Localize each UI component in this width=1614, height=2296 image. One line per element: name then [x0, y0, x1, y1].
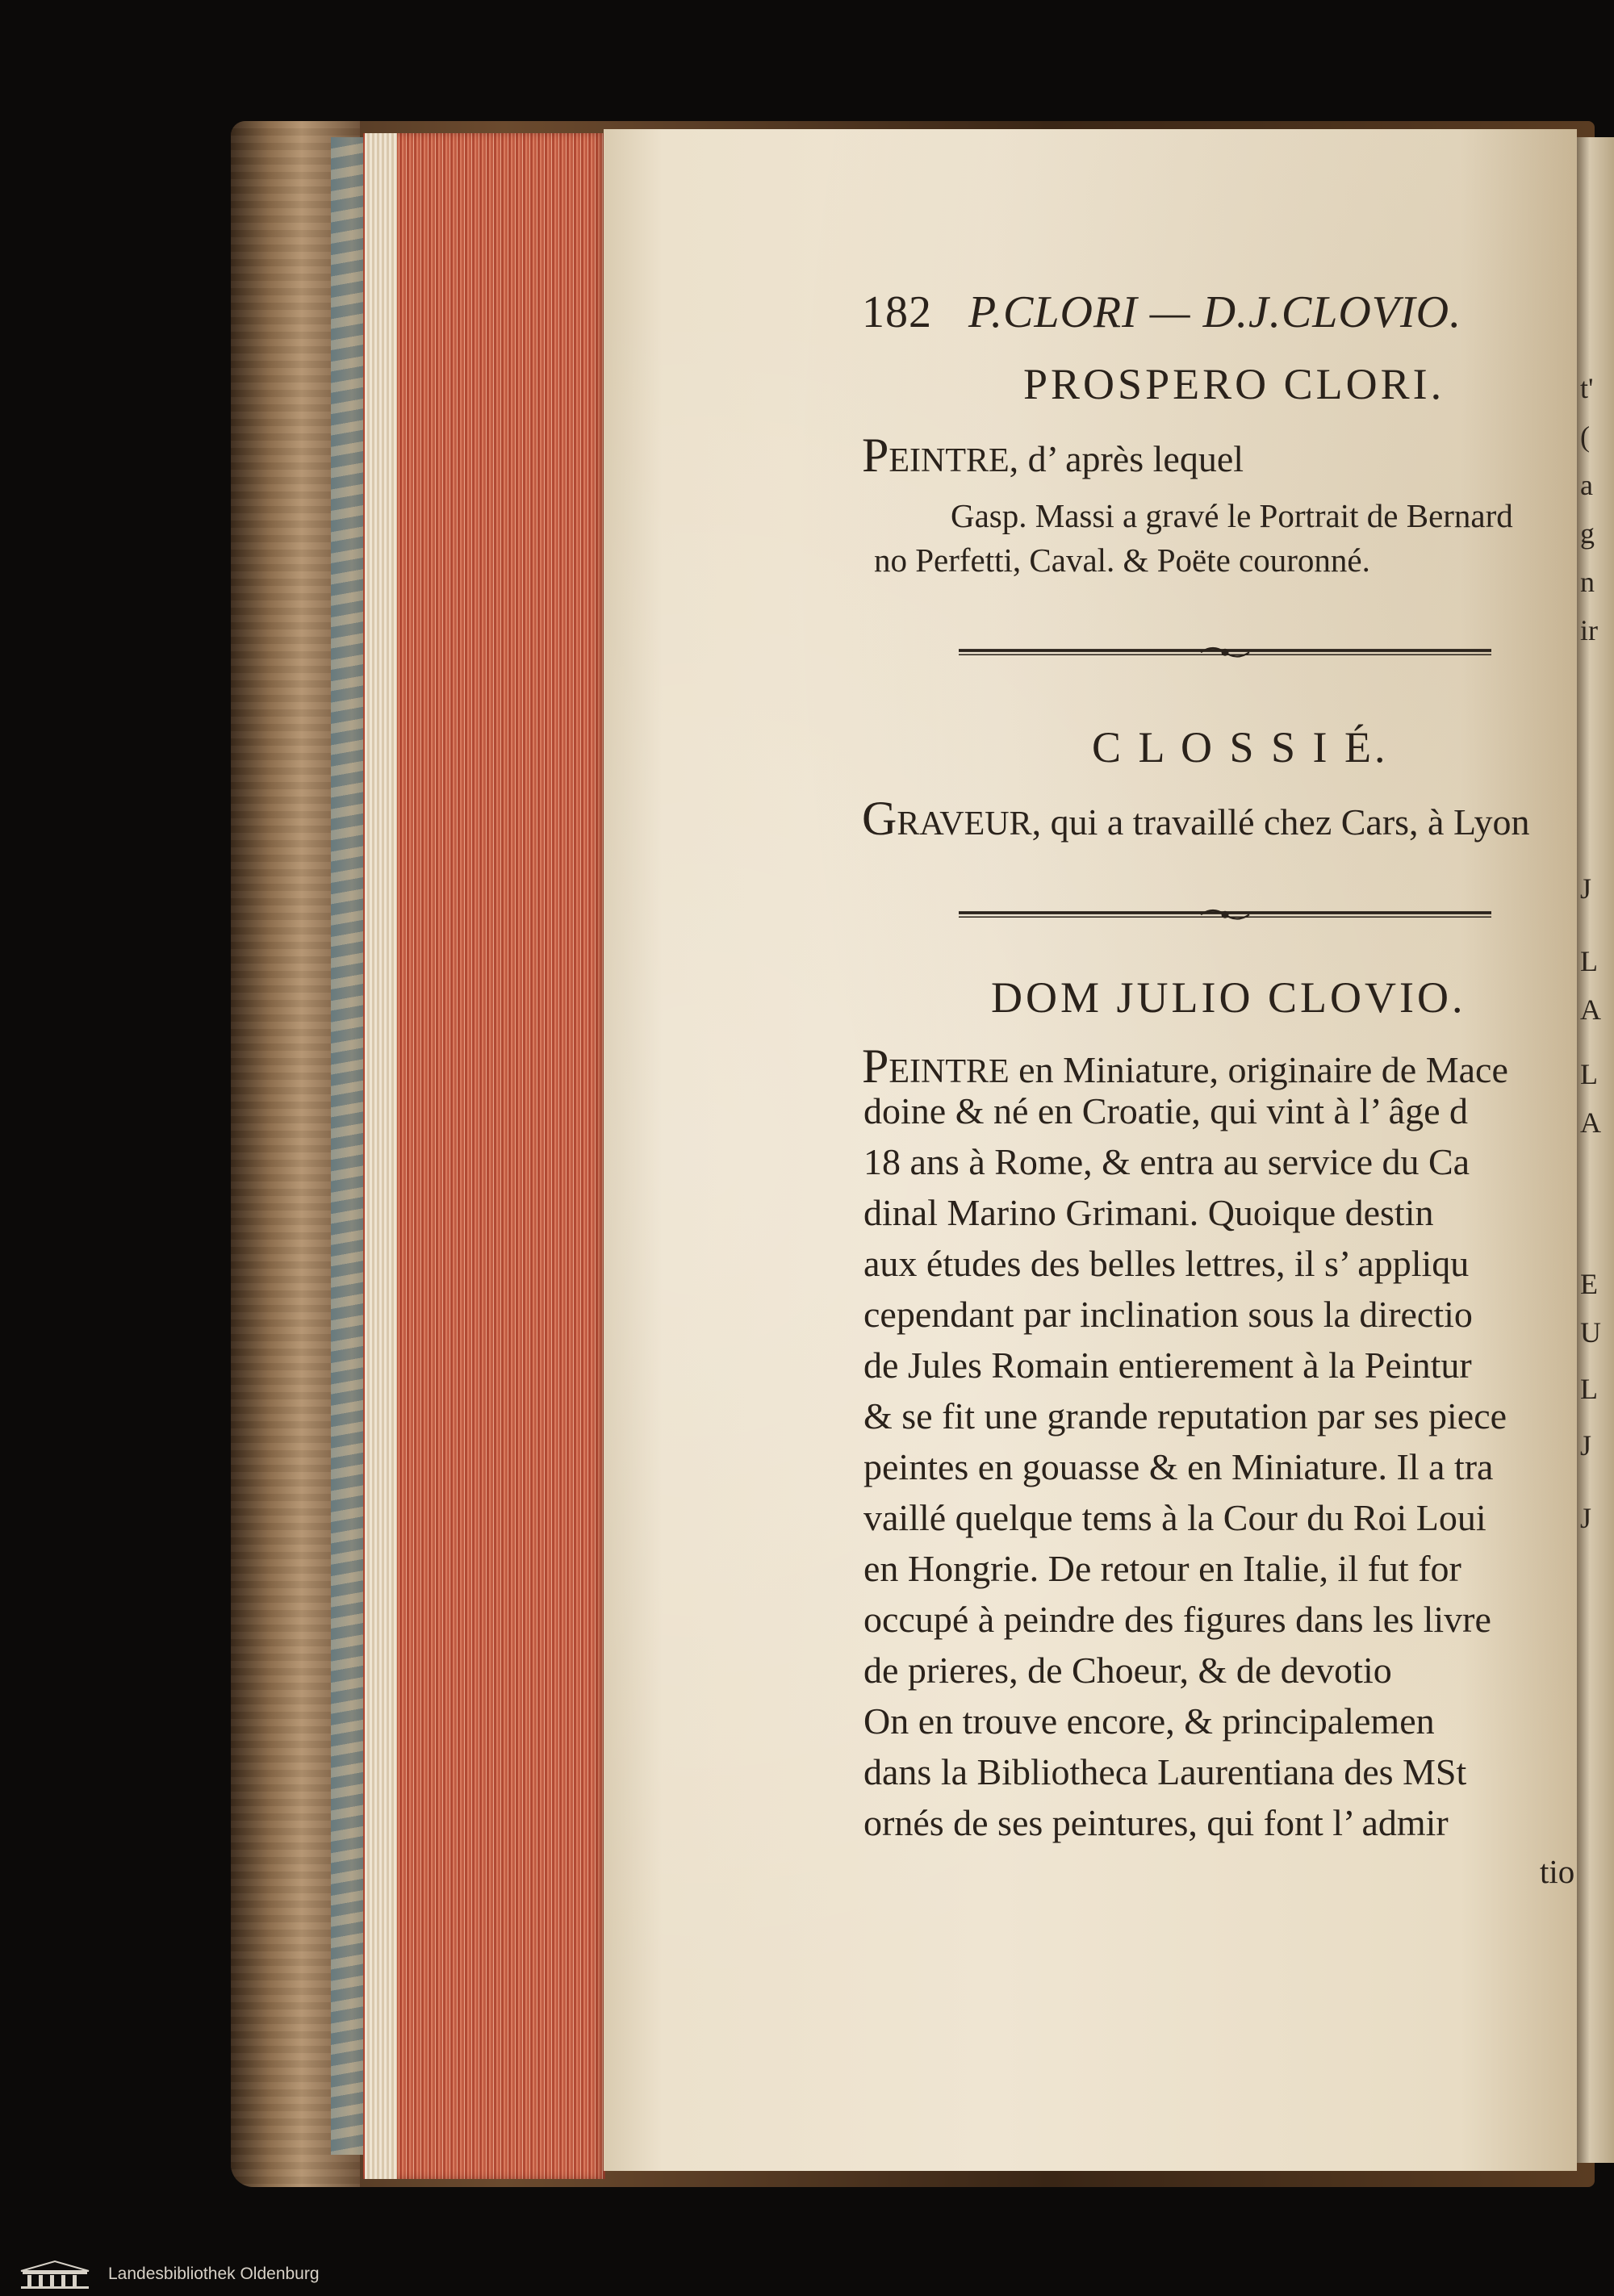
facing-fragment: L	[1580, 945, 1598, 977]
entry-line: cependant par inclination sous la directio	[863, 1294, 1473, 1335]
entry-first-word: Peintre	[862, 429, 1010, 482]
ornamental-divider	[870, 908, 1577, 922]
facing-fragment: t'	[1580, 372, 1594, 404]
entry-first-line-rest: , qui a travaillé chez Cars, à Lyon	[1031, 801, 1530, 843]
entry-first-line-rest: , d’ après lequel	[1009, 438, 1244, 479]
page-number: 182	[862, 287, 932, 337]
entry-first-line	[862, 1039, 1508, 1094]
facing-fragment: J	[1580, 1429, 1592, 1462]
entry-title: C L O S S I É.	[1092, 723, 1389, 772]
facing-fragment: E	[1580, 1268, 1598, 1300]
facing-fragment: (	[1580, 420, 1590, 453]
entry-line: Gasp. Massi a gravé le Portrait de Bernard	[951, 497, 1513, 534]
library-building-icon	[15, 2260, 95, 2290]
facing-fragment: J	[1580, 1502, 1592, 1534]
facing-fragment: A	[1580, 993, 1601, 1026]
book-page	[604, 129, 1577, 2171]
ornamental-divider	[870, 646, 1577, 660]
library-name: Landesbibliothek Oldenburg	[108, 2265, 320, 2283]
entry-line: doine & né en Croatie, qui vint à l’ âge d	[863, 1090, 1468, 1131]
page-header	[862, 286, 1461, 338]
entry-line: aux études des belles lettres, il s’ appliqu	[863, 1243, 1470, 1284]
facing-page-edge	[1574, 137, 1614, 2163]
entry-first-line-rest: en Miniature, originaire de Mace	[1009, 1049, 1508, 1090]
entry-line: vaillé quelque tems à la Cour du Roi Loui	[863, 1497, 1486, 1538]
facing-fragment: L	[1580, 1373, 1598, 1405]
entry-line: occupé à peindre des figures dans les livre	[863, 1599, 1491, 1640]
facing-fragment: ir	[1580, 614, 1598, 646]
entry-first-line	[862, 791, 1530, 847]
entry-first-word: Peintre	[862, 1039, 1010, 1093]
entry-line: 18 ans à Rome, & entra au service du Ca	[863, 1141, 1470, 1182]
entry-line: tio	[1540, 1853, 1575, 1890]
entry-line: dans la Bibliotheca Laurentiana des MSt	[863, 1751, 1467, 1792]
facing-fragment: A	[1580, 1106, 1601, 1139]
entry-line: peintes en gouasse & en Miniature. Il a tra	[863, 1446, 1494, 1487]
entry-title: DOM JULIO CLOVIO.	[991, 973, 1466, 1022]
entry-line: On en trouve encore, & principalemen	[863, 1700, 1435, 1742]
entry-line: en Hongrie. De retour en Italie, il fut for	[863, 1548, 1461, 1589]
page-edges-light	[365, 133, 397, 2179]
entry-line: no Perfetti, Caval. & Poëte couronné.	[874, 542, 1370, 579]
facing-fragment: n	[1580, 566, 1595, 598]
entry-first-word: Graveur	[862, 792, 1032, 845]
entry-first-line	[862, 428, 1244, 483]
entry-line: ornés de ses peintures, qui font l’ admir	[863, 1802, 1449, 1843]
facing-fragment: g	[1580, 517, 1595, 550]
facing-fragment: L	[1580, 1058, 1598, 1090]
entry-line: de prieres, de Choeur, & de devotio	[863, 1650, 1392, 1691]
page-edges	[363, 133, 605, 2179]
facing-fragment: U	[1580, 1316, 1601, 1349]
entry-line: dinal Marino Grimani. Quoique destin	[863, 1192, 1434, 1233]
facing-fragment: a	[1580, 469, 1593, 501]
entry-line: de Jules Romain entierement à la Peintur	[863, 1345, 1472, 1386]
facing-fragment: J	[1580, 872, 1592, 905]
running-title: P.CLORI — D.J.CLOVIO.	[968, 287, 1462, 337]
entry-title: PROSPERO CLORI.	[1023, 360, 1445, 408]
entry-line: & se fit une grande reputation par ses piece	[863, 1395, 1507, 1437]
